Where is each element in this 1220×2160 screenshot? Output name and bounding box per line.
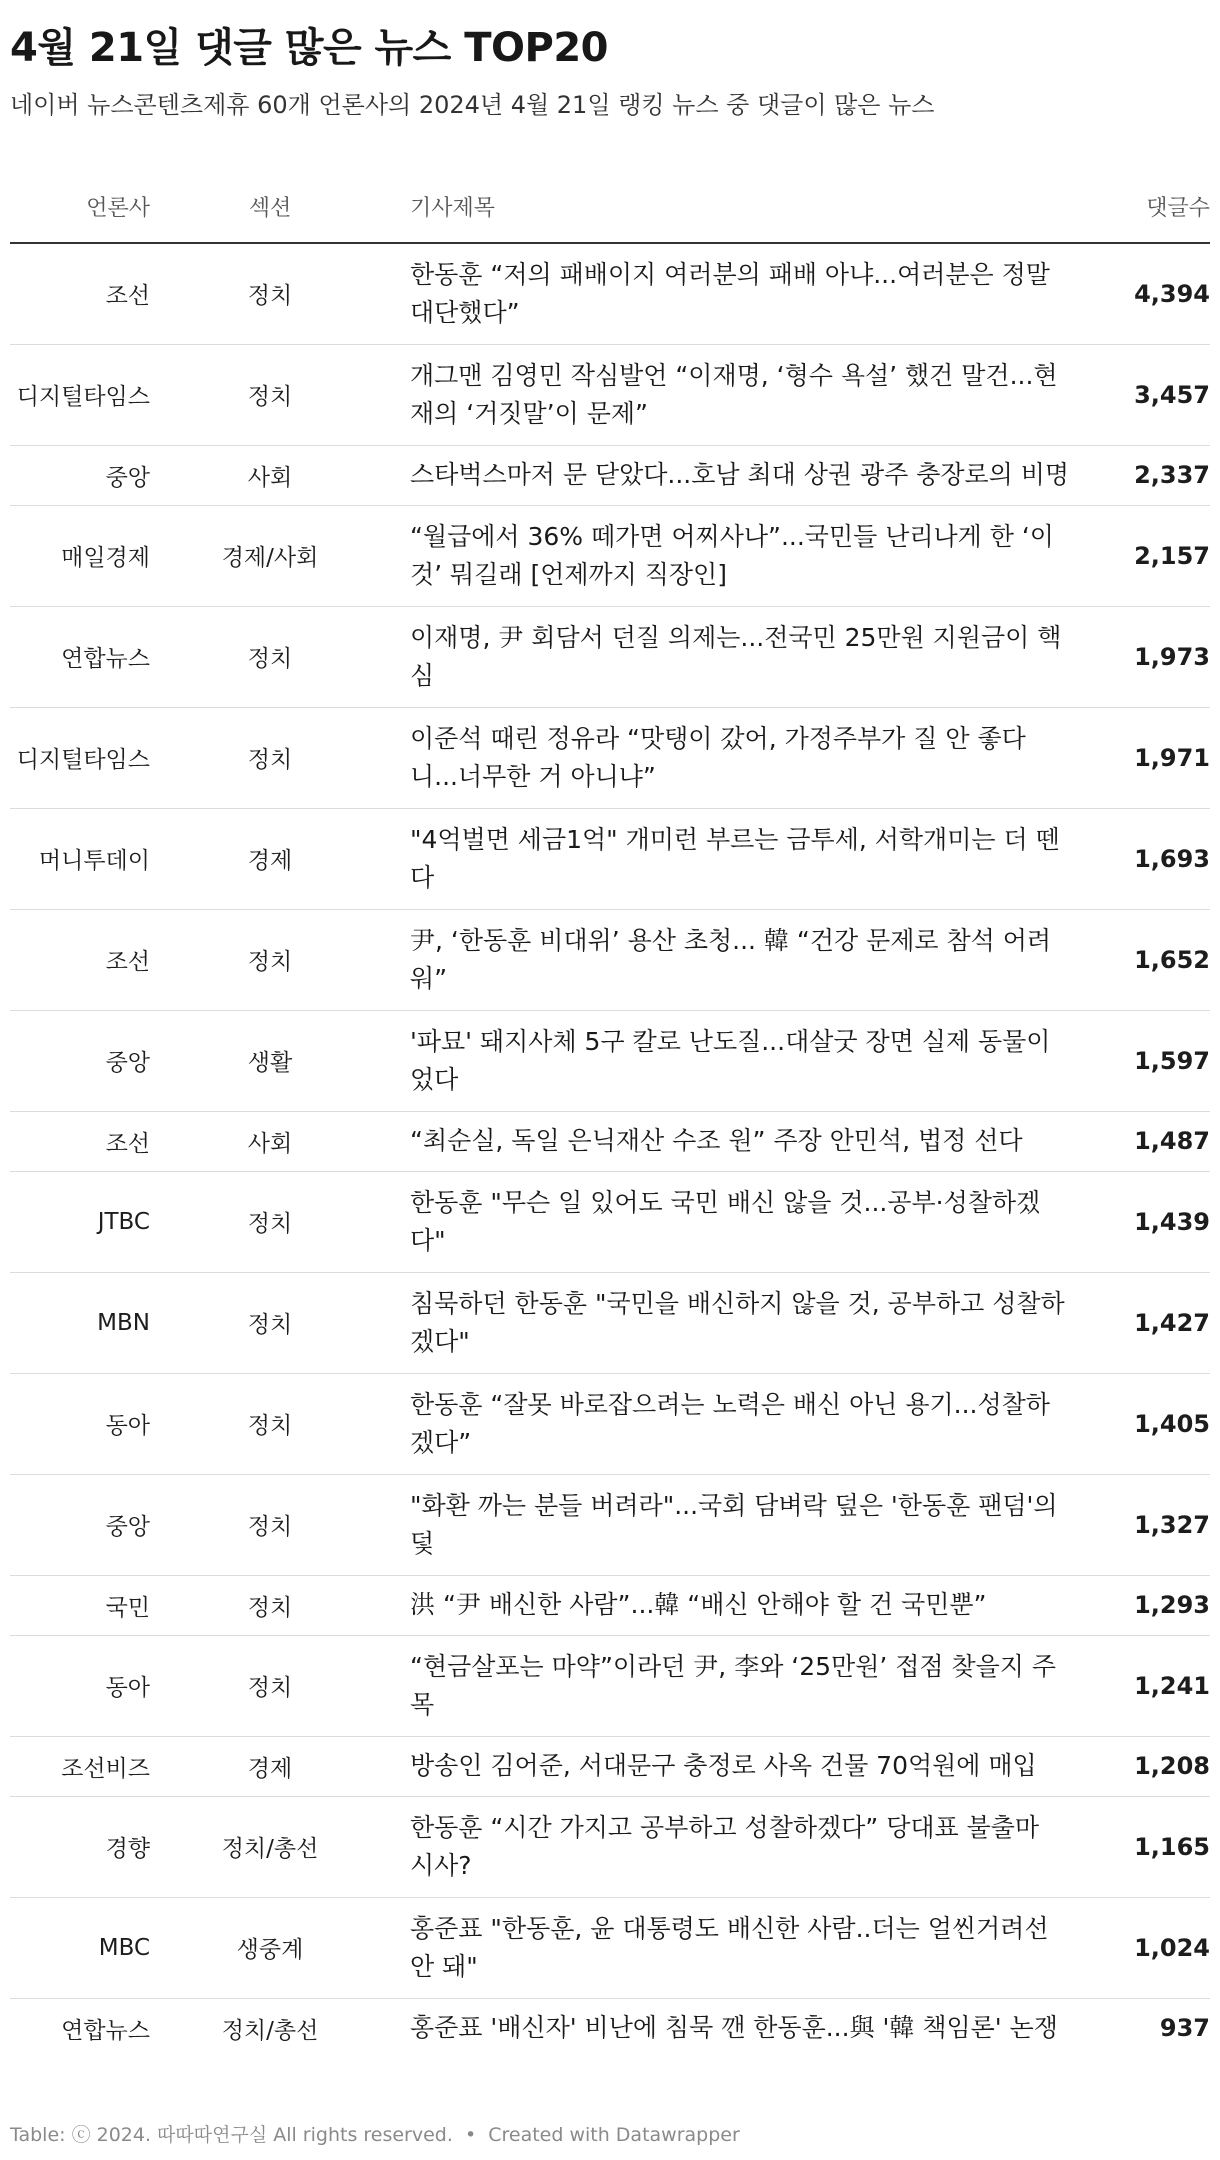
comment-count: 1,971 <box>1090 707 1210 808</box>
footer-credit-link[interactable]: Created with Datawrapper <box>488 2124 740 2146</box>
comment-count: 937 <box>1159 2014 1210 2043</box>
table-row <box>10 1736 1210 1796</box>
press-cell: 국민 <box>10 1575 150 1635</box>
article-title-link[interactable]: 한동훈 "무슨 일 있어도 국민 배신 않을 것...공부·성찰하겠다" <box>390 1171 1090 1272</box>
press-cell: 조선비즈 <box>10 1736 150 1796</box>
comment-count: 2,157 <box>1090 505 1210 606</box>
section-cell: 정치 <box>150 1575 390 1635</box>
table-row <box>10 1171 1210 1272</box>
table-row <box>10 808 1210 909</box>
article-title-link[interactable]: 홍준표 '배신자' 비난에 침묵 깬 한동훈...與 '韓 책임론' 논쟁 <box>410 2013 1058 2043</box>
comment-count: 4,394 <box>1090 243 1210 344</box>
section-cell: 정치 <box>150 1373 390 1474</box>
press-cell: 동아 <box>10 1373 150 1474</box>
comment-count: 1,405 <box>1090 1373 1210 1474</box>
press-cell: 머니투데이 <box>10 808 150 909</box>
press-cell: 조선 <box>10 1111 150 1171</box>
article-title-link[interactable]: 침묵하던 한동훈 "국민을 배신하지 않을 것, 공부하고 성찰하겠다" <box>390 1272 1090 1373</box>
section-cell: 정치/총선 <box>150 1796 390 1897</box>
comment-count: 1,487 <box>1090 1111 1210 1171</box>
table-row <box>10 1575 1210 1635</box>
comment-count: 1,597 <box>1090 1010 1210 1111</box>
article-title-link[interactable]: 개그맨 김영민 작심발언 “이재명, ‘형수 욕설’ 했건 말건...현재의 ‘거짓말’이 문제” <box>390 344 1090 445</box>
table-row <box>10 909 1210 1010</box>
comment-count: 1,241 <box>1090 1635 1210 1736</box>
section-cell: 사회 <box>150 1111 390 1171</box>
press-cell: 동아 <box>10 1635 150 1736</box>
section-cell: 경제 <box>150 808 390 909</box>
press-cell: 디지털타임스 <box>10 344 150 445</box>
comment-count: 1,973 <box>1090 606 1210 707</box>
table-row <box>10 1897 1210 1998</box>
table-row <box>10 1796 1210 1897</box>
press-cell: 연합뉴스 <box>10 606 150 707</box>
table-header <box>10 170 1210 243</box>
section-cell: 생중계 <box>150 1897 390 1998</box>
news-table <box>10 170 1210 2058</box>
page-title: 4월 21일 댓글 많은 뉴스 TOP20 <box>10 25 609 71</box>
table-body <box>10 243 1210 2058</box>
table-row <box>10 1272 1210 1373</box>
comment-count: 2,337 <box>1090 445 1210 505</box>
article-title-link[interactable]: “현금살포는 마약”이라던 尹, 李와 ‘25만원’ 접점 찾을지 주목 <box>390 1635 1090 1736</box>
press-cell: JTBC <box>10 1171 150 1272</box>
table-row <box>10 1998 1210 2058</box>
comment-count: 3,457 <box>1090 344 1210 445</box>
section-cell: 정치 <box>150 1272 390 1373</box>
comment-count: 1,427 <box>1090 1272 1210 1373</box>
table-row <box>10 1635 1210 1736</box>
section-cell: 정치 <box>150 909 390 1010</box>
article-title-link[interactable]: 방송인 김어준, 서대문구 충정로 사옥 건물 70억원에 매입 <box>390 1736 1090 1796</box>
table-row <box>10 1474 1210 1575</box>
table-row <box>10 606 1210 707</box>
section-cell: 경제/사회 <box>150 505 390 606</box>
article-title-link[interactable]: 尹, ‘한동훈 비대위’ 용산 초청... 韓 “건강 문제로 참석 어려워” <box>390 909 1090 1010</box>
table-row <box>10 344 1210 445</box>
article-title-link[interactable]: 한동훈 “잘못 바로잡으려는 노력은 배신 아닌 용기...성찰하겠다” <box>390 1373 1090 1474</box>
press-cell: MBN <box>10 1272 150 1373</box>
section-cell: 경제 <box>150 1736 390 1796</box>
press-cell: 경향 <box>10 1796 150 1897</box>
page-subtitle: 네이버 뉴스콘텐츠제휴 60개 언론사의 2024년 4월 21일 랭킹 뉴스 중 댓글이 많은 뉴스 <box>10 91 935 119</box>
press-cell: 중앙 <box>10 445 150 505</box>
article-title-link[interactable]: "4억벌면 세금1억" 개미런 부르는 금투세, 서학개미는 더 뗀다 <box>390 808 1090 909</box>
page-container <box>10 0 1210 2058</box>
footer <box>10 2120 740 2147</box>
article-title-link[interactable]: 이준석 때린 정유라 “맛탱이 갔어, 가정주부가 질 안 좋다니...너무한 거 아니냐” <box>390 707 1090 808</box>
comment-count: 1,327 <box>1090 1474 1210 1575</box>
comment-count: 1,024 <box>1090 1897 1210 1998</box>
section-cell: 생활 <box>150 1010 390 1111</box>
article-title-link[interactable]: 한동훈 “시간 가지고 공부하고 성찰하겠다” 당대표 불출마 시사? <box>390 1796 1090 1897</box>
comment-count: 1,693 <box>1090 808 1210 909</box>
header-title[interactable]: 기사제목 <box>390 170 1090 243</box>
table-row <box>10 1373 1210 1474</box>
comment-count: 1,293 <box>1090 1575 1210 1635</box>
footer-copyright: Table: ⓒ 2024. 따따따연구실 All rights reserved. <box>10 2124 453 2146</box>
article-title-link[interactable]: '파묘' 돼지사체 5구 칼로 난도질...대살굿 장면 실제 동물이었다 <box>390 1010 1090 1111</box>
table-row <box>10 243 1210 344</box>
table-row <box>10 1010 1210 1111</box>
press-cell: 디지털타임스 <box>10 707 150 808</box>
comment-count: 1,208 <box>1090 1736 1210 1796</box>
article-title-link[interactable]: “월급에서 36% 떼가면 어찌사나”...국민들 난리나게 한 ‘이것’ 뭐길래 [언제까지 직장인] <box>390 505 1090 606</box>
press-cell: 중앙 <box>10 1010 150 1111</box>
section-cell: 정치 <box>150 1635 390 1736</box>
table-row <box>10 445 1210 505</box>
table-row <box>10 505 1210 606</box>
article-title-link[interactable]: 이재명, 尹 회담서 던질 의제는...전국민 25만원 지원금이 핵심 <box>390 606 1090 707</box>
section-cell: 사회 <box>150 445 390 505</box>
table-row <box>10 1111 1210 1171</box>
comment-count: 1,439 <box>1090 1171 1210 1272</box>
header-comments[interactable]: 댓글수 <box>1090 170 1210 243</box>
article-title-link[interactable]: “최순실, 독일 은닉재산 수조 원” 주장 안민석, 법정 선다 <box>390 1111 1090 1171</box>
section-cell: 정치 <box>150 606 390 707</box>
article-title-link[interactable]: "화환 까는 분들 버려라"...국회 담벼락 덮은 '한동훈 팬덤'의 덫 <box>390 1474 1090 1575</box>
press-cell: MBC <box>10 1897 150 1998</box>
article-title-link[interactable]: 洪 “尹 배신한 사람”...韓 “배신 안해야 할 건 국민뿐” <box>390 1575 1090 1635</box>
section-cell: 정치 <box>150 243 390 344</box>
press-cell: 조선 <box>10 909 150 1010</box>
article-title-link[interactable]: 한동훈 “저의 패배이지 여러분의 패배 아냐...여러분은 정말 대단했다” <box>390 243 1090 344</box>
footer-separator: • <box>464 2124 477 2146</box>
header-press[interactable]: 언론사 <box>10 170 150 243</box>
header-section[interactable]: 섹션 <box>150 170 390 243</box>
comment-count: 1,165 <box>1090 1796 1210 1897</box>
article-title-link[interactable]: 스타벅스마저 문 닫았다...호남 최대 상권 광주 충장로의 비명 <box>390 445 1090 505</box>
section-cell: 정치/총선 <box>221 2017 319 2044</box>
section-cell: 정치 <box>150 344 390 445</box>
table-row <box>10 707 1210 808</box>
press-cell: 조선 <box>10 243 150 344</box>
press-cell: 중앙 <box>10 1474 150 1575</box>
section-cell: 정치 <box>150 707 390 808</box>
section-cell: 정치 <box>150 1171 390 1272</box>
comment-count: 1,652 <box>1090 909 1210 1010</box>
article-title-link[interactable]: 홍준표 "한동훈, 윤 대통령도 배신한 사람..더는 얼씬거려선 안 돼" <box>390 1897 1090 1998</box>
press-cell: 연합뉴스 <box>61 2017 150 2044</box>
section-cell: 정치 <box>150 1474 390 1575</box>
press-cell: 매일경제 <box>10 505 150 606</box>
